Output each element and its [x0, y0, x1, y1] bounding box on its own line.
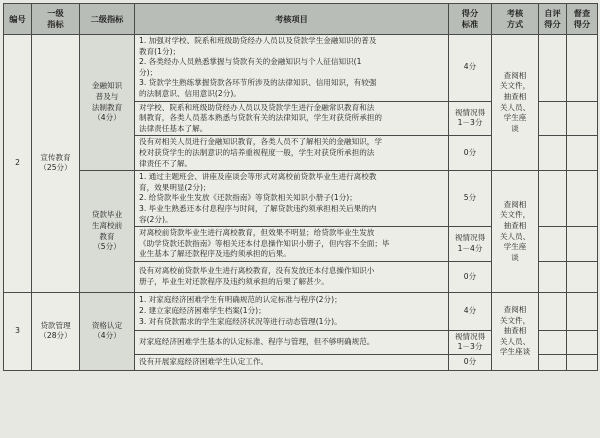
assessment-item-line: 法律责任基本了解。	[139, 123, 208, 133]
self-score-cell	[539, 292, 567, 330]
score-standard: 0分	[449, 136, 492, 171]
supervise-score-cell	[567, 330, 598, 354]
score-standard: 视情况得 1－3分	[449, 101, 492, 136]
self-score-cell	[539, 330, 567, 354]
assessment-item-line: 制教育，各类人员基本熟悉与贷款有关的法律知识，学生对获贷所承担的	[139, 113, 382, 123]
assessment-item-line: 没有开展家庭经济困难学生认定工作。	[139, 357, 269, 367]
table-row	[4, 171, 598, 227]
assessment-item	[135, 227, 449, 262]
assessment-item-line: 没有对相关人员进行金融知识教育，各类人员不了解相关的金融知识，学	[139, 137, 382, 147]
header-row	[4, 4, 598, 35]
score-standard: 4分	[449, 35, 492, 102]
assessment-item-line: 2. 建立家庭经济困难学生档案(1分)；	[139, 306, 266, 316]
self-score-cell	[539, 261, 567, 292]
assessment-item	[135, 35, 449, 102]
assessment-method: 查阅相 关文件， 抽查相 关人员、 学生座谈	[492, 292, 539, 370]
assessment-item-line: 《助学贷款还款指南》等相关还本付息操作知识小册子，但内容不全面；毕	[139, 238, 390, 248]
header-no: 编号	[4, 4, 32, 35]
assessment-item-line: 对家庭经济困难学生基本的认定标准、程序与管理，但不够明确规范。	[139, 337, 375, 347]
supervise-score-cell	[567, 261, 598, 292]
header-level1: 一级 指标	[32, 4, 80, 35]
self-score-cell	[539, 35, 567, 102]
level1-indicator: 贷款管理 （28分）	[32, 292, 80, 370]
score-standard: 4分	[449, 292, 492, 330]
assessment-item-line: 的法制意识、信用意识(2分)。	[139, 88, 241, 98]
assessment-item	[135, 261, 449, 292]
assessment-item	[135, 101, 449, 136]
supervise-score-cell	[567, 171, 598, 227]
assessment-item-line: 没有对离校前贷款毕业生进行离校教育，没有发放还本付息操作知识小	[139, 266, 375, 276]
supervise-score-cell	[567, 35, 598, 102]
score-standard: 视情况得 1－3分	[449, 330, 492, 354]
assessment-item	[135, 355, 449, 371]
assessment-item-line: 对学校、院系和班级助贷经办人员以及贷款学生进行金融常识教育和法	[139, 102, 375, 112]
header-score-standard: 得分 标准	[449, 4, 492, 35]
assessment-item-line: 3. 对有贷款需求的学生家庭经济状况等进行动态管理(1分)。	[139, 316, 342, 326]
table-body	[4, 35, 598, 371]
assessment-method: 查阅相 关文件， 抽查相 关人员、 学生座 谈	[492, 171, 539, 293]
supervise-score-cell	[567, 292, 598, 330]
assessment-table-wrapper	[3, 3, 597, 371]
self-score-cell	[539, 227, 567, 262]
section-number: 3	[4, 292, 32, 370]
assessment-item-line: 业生基本了解还款程序及违约须承担的后果。	[139, 249, 291, 259]
header-item: 考核项目	[135, 4, 449, 35]
assessment-item	[135, 292, 449, 330]
assessment-item-line: 1. 对家庭经济困难学生有明确规范的认定标准与程序(2分)；	[139, 295, 342, 305]
assessment-item-line: 律责任不了解。	[139, 158, 193, 168]
self-score-cell	[539, 355, 567, 371]
header-level2: 二级指标	[80, 4, 135, 35]
supervise-score-cell	[567, 227, 598, 262]
section-number: 2	[4, 35, 32, 293]
self-score-cell	[539, 136, 567, 171]
score-standard: 0分	[449, 261, 492, 292]
assessment-item-line: 教育(1分)；	[139, 46, 181, 56]
self-score-cell	[539, 171, 567, 227]
score-standard: 0分	[449, 355, 492, 371]
assessment-item	[135, 136, 449, 171]
assessment-item-line: 册子，毕业生对还款程序及违约须承担的后果了解甚少。	[139, 276, 329, 286]
table-row	[4, 292, 598, 330]
assessment-item-line: 2. 各类经办人员熟悉掌握与贷款有关的金融知识与个人征信知识(1	[139, 57, 362, 67]
assessment-item	[135, 330, 449, 354]
level2-indicator: 贷款毕业 生离校前 教育 （5分）	[80, 171, 135, 293]
header-method: 考核 方式	[492, 4, 539, 35]
assessment-item-line: 分)；	[139, 67, 158, 77]
assessment-item	[135, 171, 449, 227]
assessment-item-line: 容(2分)。	[139, 214, 173, 224]
table-row	[4, 35, 598, 102]
level2-indicator: 金融知识 普及与 法制教育 （4分）	[80, 35, 135, 171]
assessment-item-line: 3. 毕业生熟悉还本付息程序与时间，了解贷款违约须承担相关后果的内	[139, 203, 377, 213]
header-self-score: 自评 得分	[539, 4, 567, 35]
score-standard: 视情况得 1－4分	[449, 227, 492, 262]
assessment-item-line: 1. 通过主题班会、讲座及座谈会等形式对离校前贷款毕业生进行离校教	[139, 172, 377, 182]
level2-indicator: 资格认定 （4分）	[80, 292, 135, 370]
self-score-cell	[539, 101, 567, 136]
assessment-table	[3, 3, 598, 371]
supervise-score-cell	[567, 136, 598, 171]
assessment-method: 查阅相 关文件， 抽查相 关人员、 学生座 谈	[492, 35, 539, 171]
assessment-item-line: 3. 贷款学生熟练掌握贷款各环节所涉及的法律知识、信用知识，有较强	[139, 78, 377, 88]
supervise-score-cell	[567, 101, 598, 136]
assessment-item-line: 2. 给贷款毕业生发放《还款指南》等贷款相关知识小册子(1分)；	[139, 193, 357, 203]
assessment-item-line: 育，效果明显(2分)；	[139, 182, 211, 192]
assessment-item-line: 校对获贷学生的法制意识的培养重视程度一般，学生对获贷所承担的法	[139, 147, 375, 157]
assessment-item-line: 对离校前贷款毕业生进行离校教育，但效果不明显；给贷款毕业生发放	[139, 228, 375, 238]
header-supervise-score: 督查 得分	[567, 4, 598, 35]
assessment-item-line: 1. 加强对学校、院系和班级助贷经办人员以及贷款学生金融知识的普及	[139, 36, 377, 45]
supervise-score-cell	[567, 355, 598, 371]
score-standard: 5分	[449, 171, 492, 227]
level1-indicator: 宣传教育 （25分）	[32, 35, 80, 293]
